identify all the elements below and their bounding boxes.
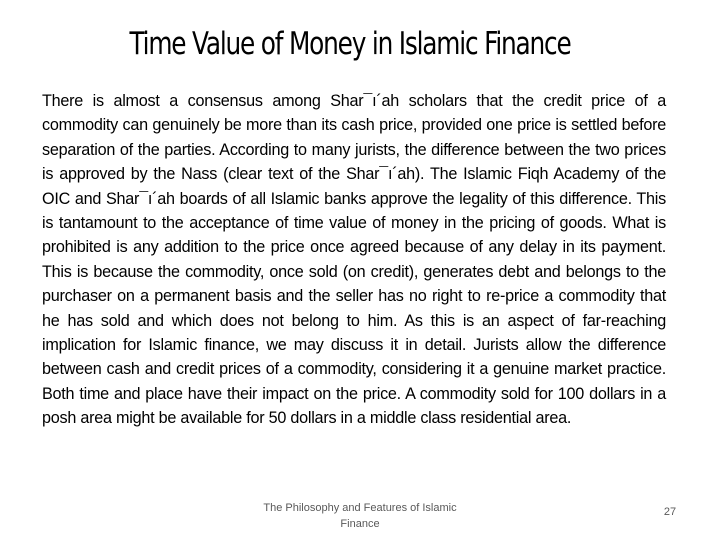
page-number: 27 [663,506,677,518]
footer-text: The Philosophy and Features of Islamic Finance [263,502,457,530]
body-paragraph: There is almost a consensus among Shar¯ı´ah scholars that the credit price of a commodity can genuinely be more than its cash price, provided one price is settled before separation of the parties. According to many jurists, the difference between the two prices is approved by the Nass (clear text of the Shar¯ı´ah). The Islamic Fiqh Academy of the OIC and Shar¯ı´ah boards of all Islamic banks approve the legality of this difference. This is tantamount to the acceptance of time value of money in the pricing of goods. What is prohibited is any addition to the price once agreed because of any delay in its payment. This is because the commodity, once sold (on credit), generates debt and belongs to the purchaser on a permanent basis and the seller has no right to re-price a commodity that he has sold and which does not belong to him. As this is an aspect of far-reaching implication for Islamic finance, we may discuss it in detail. Jurists allow the difference between cash and credit prices of a commodity, considering it a genuine market practice. Both time and place have their impact on the price. A commodity sold for 100 dollars in a posh area might be available for 50 dollars in a middle class residential area. [42,92,666,428]
slide-title: Time Value of Money in Islamic Finance [129,26,571,62]
